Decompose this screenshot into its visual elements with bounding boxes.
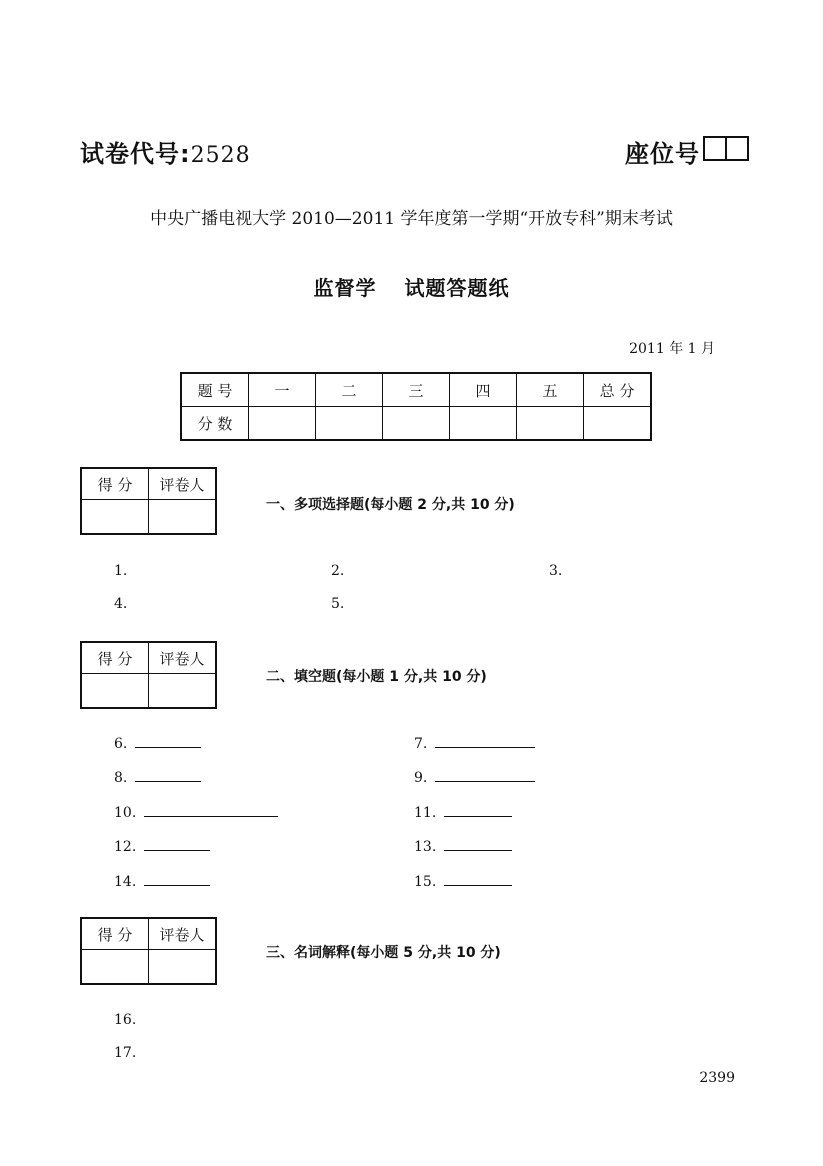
paper-subject: 监督学 [313,276,377,300]
exam-date: 2011 年 1 月 [629,341,715,357]
section-3-title: 三、名词解释(每小题 5 分,共 10 分) [266,945,501,961]
answer-blank[interactable] [444,804,512,817]
grader-table-section-3 [80,917,217,985]
paper-code-separator: : [180,140,191,168]
grader-score-cell [81,500,149,535]
score-cell [450,407,517,441]
score-row-label: 分 数 [181,407,249,441]
answer-item-5: 5. [331,596,345,612]
fill-item-number: 13. [414,839,437,855]
answer-item-2: 2. [331,563,345,579]
answer-blank[interactable] [144,873,210,886]
answer-blank[interactable] [135,735,201,748]
answer-blank[interactable] [144,838,210,851]
question-number-header: 题 号 [181,373,249,407]
paper-code-label: 试卷代号 [80,140,180,168]
grader-name-label: 评卷人 [149,918,217,950]
grader-score-cell [81,674,149,709]
grader-table-section-1 [80,467,217,535]
score-summary-score-row [181,407,651,441]
fill-item-number: 14. [114,874,137,890]
grader-name-label: 评卷人 [149,468,217,500]
score-cell [316,407,383,441]
fill-item-number: 9. [414,770,428,786]
seat-box [725,138,747,159]
question-col-2: 二 [316,373,383,407]
fill-item-6 [114,735,201,752]
answer-blank[interactable] [444,838,512,851]
fill-item-9 [414,769,535,786]
seat-number-label: 座位号 [625,140,700,168]
paper-kind: 试题答题纸 [404,276,510,300]
total-score-header: 总 分 [584,373,652,407]
fill-item-number: 10. [114,805,137,821]
fill-item-14 [114,873,210,890]
fill-item-number: 6. [114,736,128,752]
score-cell [517,407,584,441]
answer-item-17: 17. [114,1045,137,1061]
question-col-3: 三 [383,373,450,407]
section-2-title: 二、填空题(每小题 1 分,共 10 分) [266,669,487,685]
answer-blank[interactable] [435,735,535,748]
grader-name-cell [149,500,217,535]
fill-item-11 [414,804,512,821]
fill-item-number: 7. [414,736,428,752]
paper-code-value: 2528 [190,143,251,168]
grader-name-cell [149,950,217,985]
grader-name-label: 评卷人 [149,642,217,674]
answer-item-4: 4. [114,596,128,612]
exam-title: 中央广播电视大学 2010—2011 学年度第一学期“开放专科”期末考试 [150,209,673,229]
grader-name-cell [149,674,217,709]
score-cell [249,407,316,441]
grader-table-section-2 [80,641,217,709]
paper-code [80,134,251,169]
seat-number-boxes [703,136,749,161]
fill-item-7 [414,735,535,752]
grader-score-label: 得 分 [81,918,149,950]
fill-item-number: 12. [114,839,137,855]
page-number: 2399 [699,1070,735,1086]
fill-item-10 [114,804,278,821]
question-col-5: 五 [517,373,584,407]
fill-item-12 [114,838,210,855]
fill-item-15 [414,873,512,890]
fill-item-number: 15. [414,874,437,890]
grader-score-label: 得 分 [81,642,149,674]
section-1-title: 一、多项选择题(每小题 2 分,共 10 分) [266,497,515,513]
grader-score-cell [81,950,149,985]
grader-score-label: 得 分 [81,468,149,500]
fill-item-number: 11. [414,805,437,821]
fill-item-number: 8. [114,770,128,786]
score-cell [383,407,450,441]
fill-item-8 [114,769,201,786]
answer-blank[interactable] [435,769,535,782]
fill-item-13 [414,838,512,855]
answer-item-1: 1. [114,563,128,579]
question-col-1: 一 [249,373,316,407]
seat-box [705,138,725,159]
answer-blank[interactable] [444,873,512,886]
question-col-4: 四 [450,373,517,407]
score-summary-table [180,372,652,441]
paper-title [0,272,823,301]
score-cell [584,407,652,441]
answer-blank[interactable] [144,804,278,817]
score-summary-header-row [181,373,651,407]
answer-item-3: 3. [549,563,563,579]
answer-item-16: 16. [114,1012,137,1028]
answer-blank[interactable] [135,769,201,782]
